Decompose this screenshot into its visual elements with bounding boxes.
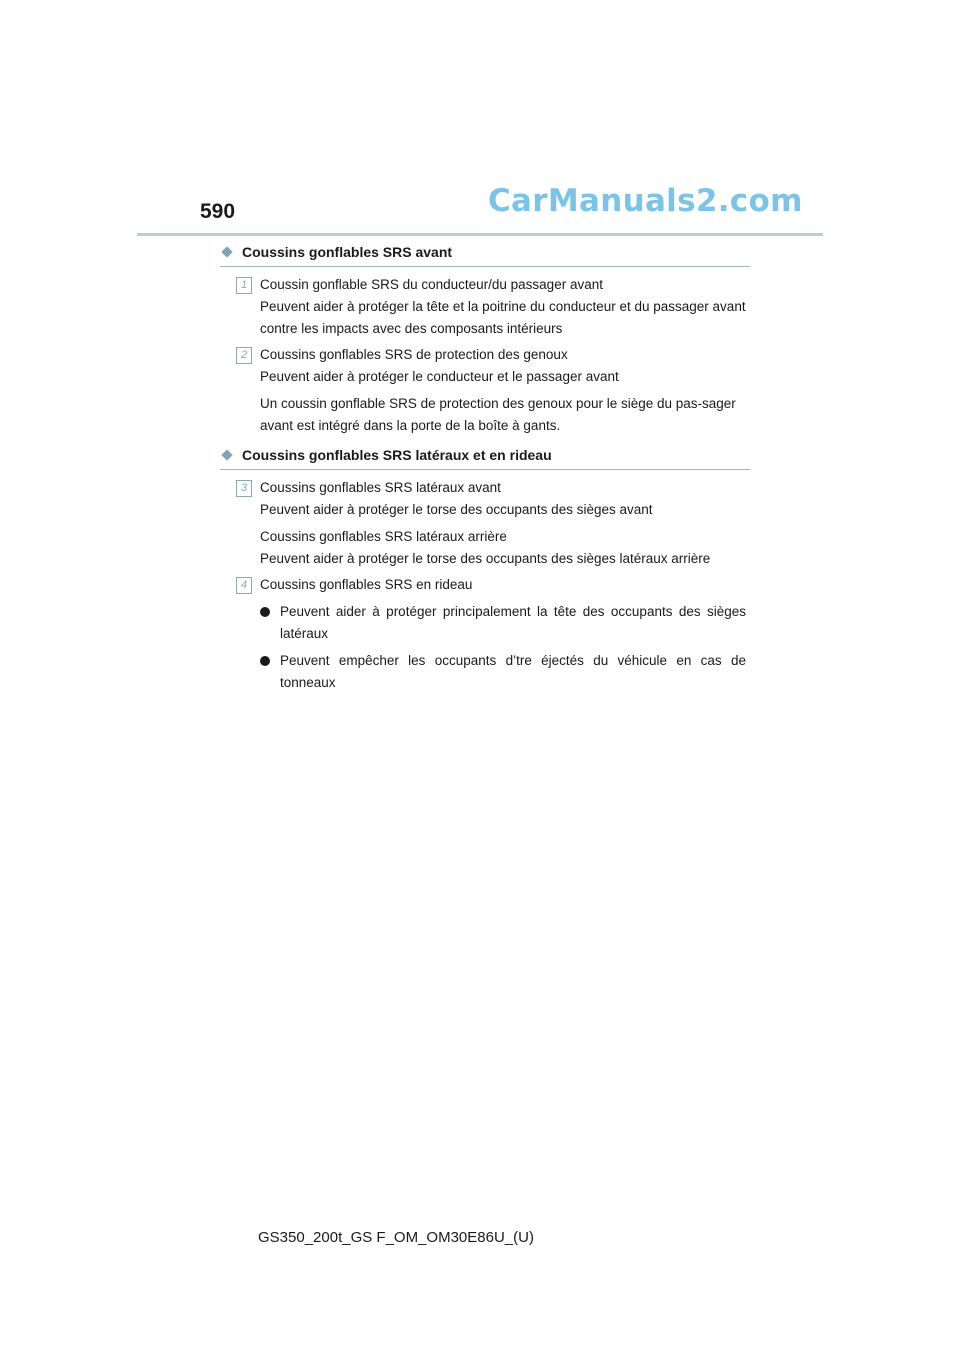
item-description: Peuvent aider à protéger le torse des occupants des sièges avant	[260, 502, 653, 517]
bullet-dot-icon	[260, 607, 270, 617]
bullet-item	[280, 650, 746, 694]
section-title	[220, 244, 750, 267]
item-note: Un coussin gonflable SRS de protection des genoux pour le siège du pas-sager avant est intégré dans la porte de la boîte à gants.	[260, 396, 736, 433]
bullet-dot-icon	[260, 656, 270, 666]
bullet-text: Peuvent aider à protéger principalement la tête des occupants des sièges latéraux	[280, 604, 746, 641]
section-title	[220, 447, 750, 470]
item-description-rear: Peuvent aider à protéger le torse des occupants des sièges latéraux arrière	[260, 551, 711, 566]
watermark-logo: CarManuals2.com	[488, 183, 803, 219]
section-side-curtain-airbags	[220, 447, 750, 470]
bullet-text: Peuvent empêcher les occupants d’tre éjectés du véhicule en cas de tonneaux	[280, 653, 746, 690]
number-badge: 3	[236, 480, 252, 497]
list-item-3	[236, 477, 746, 570]
list-item-1	[236, 274, 746, 340]
diamond-icon	[221, 449, 232, 460]
item-description: Peuvent aider à protéger le conducteur et le passager avant	[260, 369, 619, 384]
section-title-text: Coussins gonflables SRS latéraux et en rideau	[242, 447, 552, 463]
number-badge: 1	[236, 277, 252, 294]
item-heading: Coussins gonflables SRS de protection des genoux	[260, 347, 568, 362]
document-code: GS350_200t_GS F_OM_OM30E86U_(U)	[258, 1229, 534, 1246]
section-title-text: Coussins gonflables SRS avant	[242, 244, 453, 260]
page-number: 590	[200, 200, 236, 223]
item-heading: Coussin gonflable SRS du conducteur/du passager avant	[260, 277, 603, 292]
section-front-airbags	[220, 244, 750, 267]
number-badge: 2	[236, 347, 252, 364]
item-heading: Coussins gonflables SRS latéraux avant	[260, 480, 501, 495]
list-item-4	[236, 574, 746, 694]
list-item-2	[236, 344, 746, 437]
diamond-icon	[221, 246, 232, 257]
item-heading: Coussins gonflables SRS en rideau	[260, 577, 473, 592]
header-divider	[137, 233, 823, 236]
item-heading-rear: Coussins gonflables SRS latéraux arrière	[260, 529, 507, 544]
item-description: Peuvent aider à protéger la tête et la poitrine du conducteur et du passager avant contre les impacts avec des composants intérieurs	[260, 299, 746, 336]
number-badge: 4	[236, 577, 252, 594]
bullet-item	[280, 601, 746, 645]
